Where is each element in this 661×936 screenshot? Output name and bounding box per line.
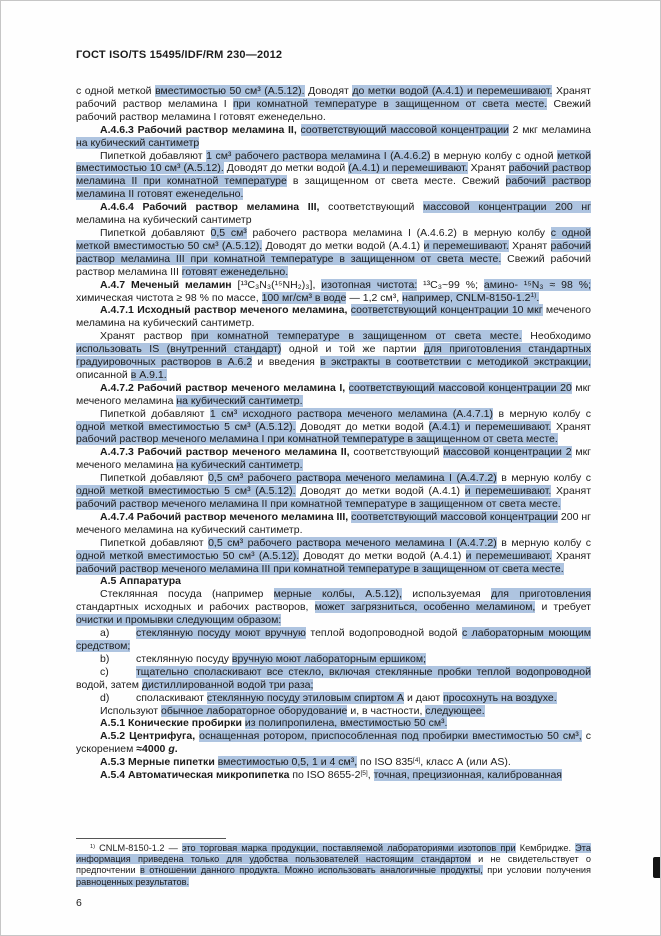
list-item-b: b) стеклянную посуду вручную моют лабораторным ершиком; bbox=[100, 652, 426, 665]
ocr-highlight: вместимостью 50 см³ (А.5.12). bbox=[155, 85, 305, 97]
ocr-highlight: это торговая марка продукции, поставляемой лабораториями изотопов при bbox=[181, 842, 516, 853]
heading-a464: А.4.6.4 Рабочий раствор меламина III, соответствующий массовой концентрации 200 нг меламина на кубический сантиметр bbox=[76, 201, 591, 227]
ocr-highlight: может загрязниться, особенно меламином, bbox=[314, 601, 536, 614]
list-item-d: d) споласкивают стеклянную посуду этиловым спиртом А и дают просохнуть на воздухе. bbox=[100, 691, 557, 704]
ocr-highlight: для приготовления bbox=[491, 588, 591, 601]
ocr-highlight: соответствующий концентрации 10 мкг bbox=[350, 304, 543, 317]
list-item-label: b) bbox=[100, 652, 110, 665]
para-working-solution-i-cont: с одной меткой вместимостью 50 см³ (А.5.12). Доводят до метки водой (А.4.1) и перемешивают. Хранят рабочий раствор меламина I при комнатной температуре в защищенном от света месте. Свежий рабочий раствор меламина I готовят еженедельно. bbox=[76, 85, 592, 123]
list-item-label: c) bbox=[100, 665, 109, 678]
ocr-highlight: просохнуть на воздухе. bbox=[443, 691, 557, 704]
ocr-highlight: 0,5 см³ рабочего раствора меченого меламина I (А.4.7.2) bbox=[208, 536, 497, 549]
para-a51-tubes: А.5.1 Конические пробирки из полипропилена, вместимостью 50 см³. bbox=[100, 717, 448, 730]
ocr-highlight: из полипропилена, вместимостью 50 см³. bbox=[244, 717, 448, 730]
ocr-highlight: рабочий раствор меламина III при комнатной температуре в защищенном от света месте. bbox=[76, 239, 592, 265]
ocr-highlight: в экстракты в соответствии с методикой экстракции, bbox=[320, 356, 591, 369]
ocr-highlight: рабочий раствор меламина II при комнатной температуре bbox=[76, 162, 591, 188]
ocr-highlight: (А.4.1) и перемешивают. bbox=[428, 420, 552, 433]
ocr-highlight: одной меткой вместимостью 50 см³ (А.5.12). bbox=[76, 549, 300, 562]
heading-a474: А.4.7.4 Рабочий раствор меченого меламина III, соответствующий массовой концентрации 200 нг меченого меламина на кубический сантиметр. bbox=[76, 510, 592, 536]
ocr-highlight: массовой концентрации 200 нг bbox=[423, 201, 591, 214]
ocr-highlight: градуировочных растворов в А.6.2 bbox=[76, 356, 253, 369]
document-header-title: ГОСТ ISO/TS 15495/IDF/RM 230—2012 bbox=[76, 49, 283, 61]
ocr-highlight: при комнатной температуре в защищенном от света месте. bbox=[232, 97, 548, 110]
ocr-highlight: 0,5 см³ bbox=[210, 226, 247, 239]
ocr-highlight: 0,5 см³ рабочего раствора меченого меламина I (А.4.7.2) bbox=[208, 472, 497, 485]
ocr-highlight: (А.4.1) и перемешивают. bbox=[348, 162, 468, 175]
ocr-highlight: дистиллированной водой три раза; bbox=[141, 678, 314, 691]
list-item-label: d) bbox=[100, 691, 110, 704]
ocr-highlight: 1 см³ исходного раствора меченого меламина (А.4.7.1) bbox=[209, 407, 494, 420]
ocr-highlight: оснащенная ротором, приспособленная под пробирки вместимостью 50 см³, bbox=[199, 730, 582, 743]
ocr-highlight: и перемешивают. bbox=[423, 239, 509, 252]
para-a5-equipment: Используют обычное лабораторное оборудование и, в частности, следующее. bbox=[100, 704, 485, 717]
ocr-highlight: стеклянную посуду этиловым спиртом А bbox=[206, 691, 405, 704]
ocr-highlight: тщательно споласкивают все стекло, включая стеклянные пробки теплой водопроводной bbox=[136, 665, 591, 678]
ocr-highlight: 100 мг/см³ в воде bbox=[261, 291, 347, 304]
para-a463-procedure: Пипеткой добавляют 1 см³ рабочего раствора меламина I (А.4.6.2) в мерную колбу с одной меткой вместимостью 10 см³ (А.5.12). Доводят до метки водой (А.4.1) и перемешивают. Хранят рабочий раствор меламина II при комнатной температуре в защищенном от света месте. Свежий рабочий раствор меламина II готовят еженедельно. bbox=[76, 149, 591, 201]
ocr-highlight: и перемешивают. bbox=[464, 485, 552, 498]
heading-a472: А.4.7.2 Рабочий раствор меченого меламина I, соответствующий массовой концентрации 20 мкг меченого меламина на кубический сантиметр. bbox=[76, 381, 591, 407]
ocr-highlight: в А.9.1. bbox=[130, 368, 167, 381]
ocr-highlight: обычное лабораторное оборудование bbox=[161, 704, 348, 717]
para-a54-micropipette: А.5.4 Автоматическая микропипетка по ISO 8655-2[5], точная, прецизионная, калиброванная bbox=[100, 769, 562, 782]
scan-artifact bbox=[653, 857, 660, 878]
ocr-highlight: с одной меткой вместимостью 50 см³ (А.5.12). bbox=[76, 226, 591, 252]
heading-a5-apparatus: А.5 Аппаратура bbox=[100, 575, 181, 588]
para-a47-labelled-melamine: А.4.7 Меченый меламин [¹³C₃N₃(¹⁵NH₂)₃], изотопная чистота: ¹³C₃~99 %; амино- ¹⁵N₃ ≈ 98 %; химическая чистота ≥ 98 % по массе, 100 мг/см³ в воде — 1,2 см³, например, CNLM-8150-1.2$^{1)}$. bbox=[76, 278, 592, 304]
ocr-highlight: очистки и промывки следующим образом: bbox=[76, 614, 282, 627]
document-body bbox=[76, 85, 591, 782]
page-number: 6 bbox=[76, 897, 82, 909]
footnote-text: $^{1)}$ CNLM-8150-1.2 — это торговая марка продукции, поставляемой лабораториями изотопов при Кембридже. Эта информация приведена только для удобства пользователей настоящим стандартом и не свидетельствует о предпочтении в отношении данного продукта. Можно использовать аналогичные продукты, при условии получения равноценных результатов. bbox=[76, 842, 592, 887]
para-a471-storage: Хранят раствор при комнатной температуре в защищенном от света месте. Необходимо использовать IS (внутренний стандарт) одной и той же партии для приготовления стандартных градуировочных растворов в А.6.2 и введения в экстракты в соответствии с методикой экстракции, описанной в А.9.1. bbox=[76, 330, 591, 381]
ocr-highlight: изотопная чистота: bbox=[321, 278, 418, 291]
para-a464-procedure: Пипеткой добавляют 0,5 см³ рабочего раствора меламина I (А.4.6.2) в мерную колбу с одной меткой вместимостью 50 см³ (А.5.12). Доводят до метки водой (А.4.1) и перемешивают. Хранят рабочий раствор меламина III при комнатной температуре в защищенном от света месте. Свежий рабочий раствор меламина III готовят еженедельно. bbox=[76, 226, 592, 278]
ocr-highlight: мерные колбы, А.5.12), bbox=[273, 588, 403, 601]
ocr-highlight: 1 см³ рабочего раствора меламина I (А.4.6.2) bbox=[206, 149, 431, 162]
ocr-highlight: готовят еженедельно. bbox=[181, 265, 289, 278]
para-a474-procedure: Пипеткой добавляют 0,5 см³ рабочего раствора меченого меламина I (А.4.7.2) в мерную колбу с одной меткой вместимостью 50 см³ (А.5.12). Доводят до метки водой (А.4.1) и перемешивают. Хранят рабочий раствор меченого меламина III при комнатной температуре в защищенном от света месте. bbox=[76, 536, 592, 575]
ocr-highlight: с лабораторным моющим средством; bbox=[76, 627, 592, 652]
ocr-highlight: одной меткой вместимостью 5 см³ (А.5.12). bbox=[76, 420, 296, 433]
ocr-highlight: вместимостью 0,5, 1 и 4 см³, bbox=[217, 756, 358, 769]
heading-a473: А.4.7.3 Рабочий раствор меченого меламина II, соответствующий массовой концентрации 2 мкг меченого меламина на кубический сантиметр. bbox=[76, 446, 591, 472]
ocr-highlight: использовать IS (внутренний стандарт) bbox=[76, 343, 282, 356]
ocr-highlight: рабочий раствор меламина II готовят еженедельно. bbox=[76, 175, 591, 201]
heading-a463: А.4.6.3 Рабочий раствор меламина II, соответствующий массовой концентрации 2 мкг меламина на кубический сантиметр bbox=[76, 123, 591, 149]
ocr-highlight: рабочий раствор меченого меламина II при комнатной температуре в защищенном от света месте. bbox=[76, 498, 561, 510]
ocr-highlight: соответствующий массовой концентрации 20 bbox=[348, 381, 572, 394]
ocr-highlight: вручную моют лабораторным ершиком; bbox=[231, 652, 426, 665]
para-a5-glassware: Стеклянная посуда (например мерные колбы, А.5.12), используемая для приготовления стандартных исходных и рабочих растворов, может загрязниться, особенно меламином, и требует очистки и промывки следующим образом: bbox=[76, 588, 591, 627]
ocr-highlight: равноценных результатов. bbox=[76, 876, 190, 887]
para-a53-pipettes: А.5.3 Мерные пипетки вместимостью 0,5, 1 и 4 см³, по ISO 835[4], класс А (или AS). bbox=[100, 756, 511, 769]
ocr-highlight: в отношении данного продукта. Можно использовать аналогичные продукты, bbox=[140, 865, 483, 876]
footnote-divider bbox=[76, 838, 226, 839]
ocr-highlight: точная, прецизионная, калиброванная bbox=[373, 769, 562, 782]
ocr-highlight: рабочий раствор меченого меламина III при комнатной температуре в защищенном от света месте. bbox=[76, 562, 564, 575]
ocr-highlight: меткой вместимостью 10 см³ (А.5.12). bbox=[76, 149, 591, 175]
ocr-highlight: для приготовления стандартных bbox=[423, 343, 591, 356]
heading-a471: А.4.7.1 Исходный раствор меченого меламина, соответствующий концентрации 10 мкг меченого меламина на кубический сантиметр. bbox=[76, 304, 592, 330]
ocr-highlight: стеклянную посуду моют вручную bbox=[136, 627, 306, 640]
ocr-highlight: рабочий раствор меченого меламина I при комнатной температуре в защищенном от света месте. bbox=[76, 433, 558, 446]
list-item-label: a) bbox=[100, 627, 110, 640]
page-footer bbox=[76, 838, 591, 909]
para-a52-centrifuge: А.5.2 Центрифуга, оснащенная ротором, приспособленная под пробирки вместимостью 50 см³, с ускорением ≈4000 g. bbox=[76, 730, 591, 756]
ocr-highlight: следующее. bbox=[425, 704, 485, 717]
ocr-highlight: амино- ¹⁵N₃ ≈ 98 %; bbox=[483, 278, 592, 291]
ocr-highlight: на кубический сантиметр bbox=[76, 136, 200, 149]
ocr-highlight: например, CNLM-8150-1.2$^{1)}$. bbox=[402, 291, 540, 304]
ocr-highlight: до метки водой (А.4.1) и перемешивают. bbox=[352, 85, 553, 97]
para-a473-procedure: Пипеткой добавляют 0,5 см³ рабочего раствора меченого меламина I (А.4.7.2) в мерную колбу с одной меткой вместимостью 5 см³ (А.5.12). Доводят до метки водой (А.4.1) и перемешивают. Хранят рабочий раствор меченого меламина II при комнатной температуре в защищенном от света месте. bbox=[76, 472, 591, 510]
ocr-highlight: соответствующий массовой концентрации bbox=[351, 510, 558, 523]
ocr-highlight: при комнатной температуре в защищенном от света месте. bbox=[191, 330, 522, 343]
ocr-highlight: соответствующий массовой концентрации bbox=[300, 123, 509, 136]
list-item-a: a) стеклянную посуду моют вручную теплой водопроводной водой с лабораторным моющим средством; bbox=[76, 627, 592, 652]
ocr-highlight: на кубический сантиметр. bbox=[176, 459, 303, 472]
ocr-highlight: на кубический сантиметр. bbox=[176, 394, 303, 407]
list-item-c: c) тщательно споласкивают все стекло, включая стеклянные пробки теплой водопроводной водой, затем дистиллированной водой три раза; bbox=[76, 665, 591, 691]
para-a472-procedure: Пипеткой добавляют 1 см³ исходного раствора меченого меламина (А.4.7.1) в мерную колбу с одной меткой вместимостью 5 см³ (А.5.12). Доводят до метки водой (А.4.1) и перемешивают. Хранят рабочий раствор меченого меламина I при комнатной температуре в защищенном от света месте. bbox=[76, 407, 591, 446]
ocr-highlight: Эта информация приведена только для удобства пользователей настоящим стандартом bbox=[76, 842, 591, 865]
ocr-highlight: массовой концентрации 2 bbox=[443, 446, 572, 459]
ocr-highlight: одной меткой вместимостью 5 см³ (А.5.12). bbox=[76, 485, 296, 498]
ocr-highlight: и перемешивают. bbox=[465, 549, 552, 562]
